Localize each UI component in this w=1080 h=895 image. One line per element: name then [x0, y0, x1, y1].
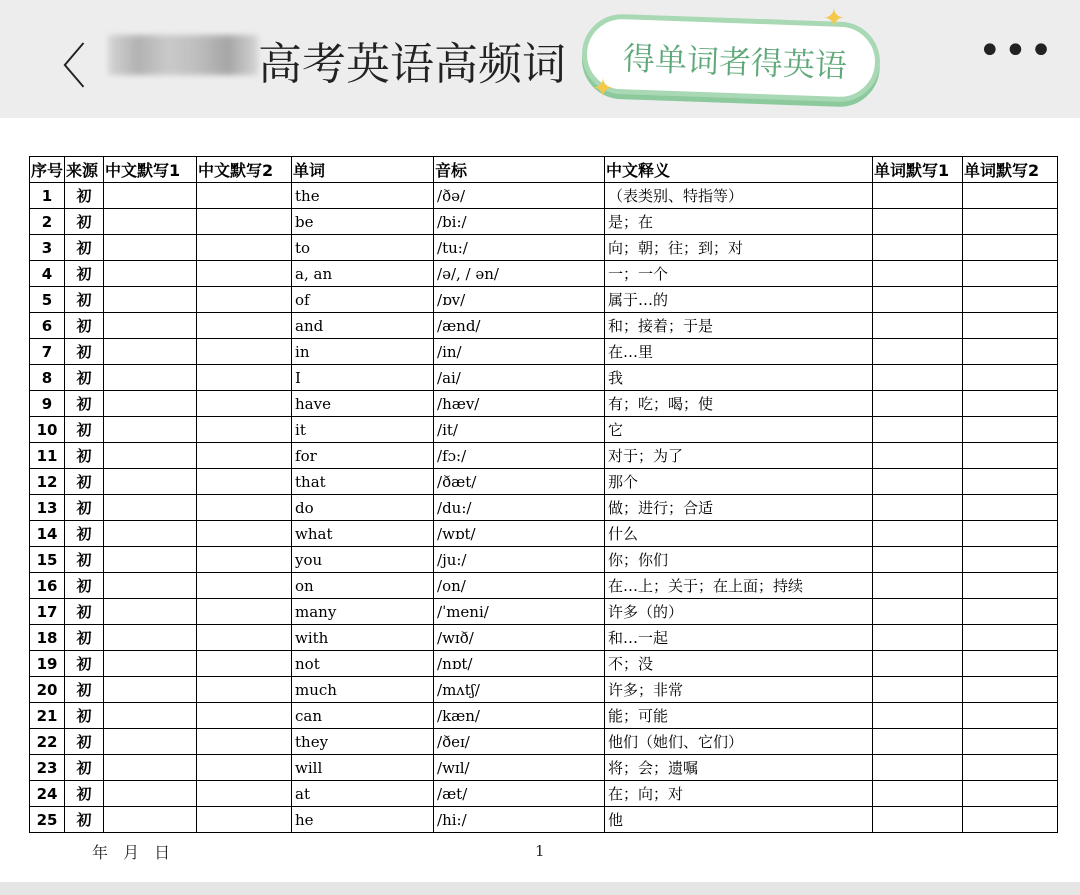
word-cell: do — [292, 495, 434, 521]
word-cell: at — [292, 781, 434, 807]
chinese-dictation-1-cell — [104, 495, 197, 521]
word-cell: in — [292, 339, 434, 365]
chevron-left-icon: 〈 — [38, 39, 87, 95]
word-dictation-1-cell — [873, 183, 963, 209]
sparkle-icon: ✦ — [592, 74, 614, 104]
row-number-cell: 14 — [30, 521, 65, 547]
source-cell: 初 — [65, 235, 104, 261]
chinese-dictation-2-cell — [197, 521, 292, 547]
phonetic-cell: /ju:/ — [434, 547, 605, 573]
meaning-cell: 一；一个 — [605, 261, 873, 287]
table-row — [30, 521, 1058, 547]
word-dictation-2-cell — [963, 651, 1058, 677]
word-dictation-2-cell — [963, 495, 1058, 521]
table-row — [30, 417, 1058, 443]
meaning-cell: （表类别、特指等） — [605, 183, 873, 209]
phonetic-cell: /wɪl/ — [434, 755, 605, 781]
table-row — [30, 339, 1058, 365]
chinese-dictation-1-cell — [104, 339, 197, 365]
row-number-cell: 7 — [30, 339, 65, 365]
phonetic-cell: /wɒt/ — [434, 521, 605, 547]
meaning-cell: 什么 — [605, 521, 873, 547]
source-cell: 初 — [65, 365, 104, 391]
slogan-text: 得单词者得英语 — [622, 39, 848, 86]
word-dictation-2-cell — [963, 703, 1058, 729]
source-cell: 初 — [65, 729, 104, 755]
word-dictation-1-cell — [873, 599, 963, 625]
source-cell: 初 — [65, 469, 104, 495]
word-cell: can — [292, 703, 434, 729]
source-cell: 初 — [65, 183, 104, 209]
table-row — [30, 729, 1058, 755]
row-number-cell: 11 — [30, 443, 65, 469]
source-cell: 初 — [65, 573, 104, 599]
meaning-cell: 不；没 — [605, 651, 873, 677]
word-cell: a, an — [292, 261, 434, 287]
row-number-cell: 4 — [30, 261, 65, 287]
meaning-cell: 做；进行；合适 — [605, 495, 873, 521]
source-cell: 初 — [65, 625, 104, 651]
word-dictation-2-cell — [963, 625, 1058, 651]
bottom-bar — [0, 882, 1080, 895]
phonetic-cell: /kæn/ — [434, 703, 605, 729]
word-dictation-2-cell — [963, 313, 1058, 339]
page-number: 1 — [535, 842, 545, 860]
source-cell: 初 — [65, 261, 104, 287]
table-row — [30, 391, 1058, 417]
table-row — [30, 703, 1058, 729]
word-cell: he — [292, 807, 434, 833]
word-dictation-1-cell — [873, 729, 963, 755]
chinese-dictation-1-cell — [104, 261, 197, 287]
table-row — [30, 209, 1058, 235]
chinese-dictation-2-cell — [197, 703, 292, 729]
table-row — [30, 781, 1058, 807]
word-dictation-1-cell — [873, 469, 963, 495]
word-dictation-1-cell — [873, 365, 963, 391]
chinese-dictation-2-cell — [197, 547, 292, 573]
phonetic-cell: /ɒv/ — [434, 287, 605, 313]
phonetic-cell: /ə/, / ən/ — [434, 261, 605, 287]
word-dictation-1-cell — [873, 339, 963, 365]
phonetic-cell: /ai/ — [434, 365, 605, 391]
word-cell: the — [292, 183, 434, 209]
phonetic-cell: /hæv/ — [434, 391, 605, 417]
word-dictation-2-cell — [963, 261, 1058, 287]
chinese-dictation-2-cell — [197, 261, 292, 287]
table-row — [30, 625, 1058, 651]
row-number-cell: 21 — [30, 703, 65, 729]
column-header: 音标 — [434, 157, 605, 183]
word-dictation-2-cell — [963, 755, 1058, 781]
chinese-dictation-1-cell — [104, 521, 197, 547]
more-button[interactable] — [978, 28, 1055, 74]
sparkle-icon: ✦ — [823, 4, 845, 34]
meaning-cell: 在；向；对 — [605, 781, 873, 807]
meaning-cell: 他 — [605, 807, 873, 833]
chinese-dictation-1-cell — [104, 235, 197, 261]
chinese-dictation-1-cell — [104, 703, 197, 729]
chinese-dictation-1-cell — [104, 599, 197, 625]
word-cell: it — [292, 417, 434, 443]
word-dictation-1-cell — [873, 573, 963, 599]
word-cell: will — [292, 755, 434, 781]
source-cell: 初 — [65, 339, 104, 365]
table-row — [30, 287, 1058, 313]
word-dictation-2-cell — [963, 391, 1058, 417]
word-dictation-1-cell — [873, 677, 963, 703]
word-cell: many — [292, 599, 434, 625]
chinese-dictation-2-cell — [197, 417, 292, 443]
chinese-dictation-2-cell — [197, 365, 292, 391]
phonetic-cell: /æt/ — [434, 781, 605, 807]
chinese-dictation-2-cell — [197, 781, 292, 807]
source-cell: 初 — [65, 209, 104, 235]
meaning-cell: 我 — [605, 365, 873, 391]
word-dictation-1-cell — [873, 651, 963, 677]
chinese-dictation-2-cell — [197, 339, 292, 365]
page-title: 高考英语高频词 — [258, 39, 566, 90]
word-dictation-2-cell — [963, 469, 1058, 495]
chinese-dictation-1-cell — [104, 313, 197, 339]
word-dictation-1-cell — [873, 287, 963, 313]
chinese-dictation-1-cell — [104, 417, 197, 443]
word-cell: with — [292, 625, 434, 651]
word-dictation-1-cell — [873, 443, 963, 469]
word-dictation-2-cell — [963, 209, 1058, 235]
meaning-cell: 能；可能 — [605, 703, 873, 729]
meaning-cell: 和…一起 — [605, 625, 873, 651]
row-number-cell: 2 — [30, 209, 65, 235]
table-row — [30, 469, 1058, 495]
row-number-cell: 15 — [30, 547, 65, 573]
table-row — [30, 677, 1058, 703]
source-cell: 初 — [65, 807, 104, 833]
word-cell: to — [292, 235, 434, 261]
chinese-dictation-2-cell — [197, 391, 292, 417]
chinese-dictation-2-cell — [197, 573, 292, 599]
chinese-dictation-1-cell — [104, 209, 197, 235]
row-number-cell: 5 — [30, 287, 65, 313]
chinese-dictation-1-cell — [104, 183, 197, 209]
word-dictation-1-cell — [873, 625, 963, 651]
word-cell: you — [292, 547, 434, 573]
source-cell: 初 — [65, 443, 104, 469]
word-dictation-2-cell — [963, 573, 1058, 599]
chinese-dictation-1-cell — [104, 729, 197, 755]
word-dictation-1-cell — [873, 755, 963, 781]
word-cell: on — [292, 573, 434, 599]
chinese-dictation-1-cell — [104, 547, 197, 573]
word-dictation-2-cell — [963, 417, 1058, 443]
meaning-cell: 有；吃；喝；使 — [605, 391, 873, 417]
table-row — [30, 261, 1058, 287]
source-cell: 初 — [65, 651, 104, 677]
row-number-cell: 9 — [30, 391, 65, 417]
back-button[interactable] — [38, 28, 86, 97]
phonetic-cell: /ˈmeni/ — [434, 599, 605, 625]
word-dictation-1-cell — [873, 313, 963, 339]
meaning-cell: 在…里 — [605, 339, 873, 365]
chinese-dictation-2-cell — [197, 729, 292, 755]
chinese-dictation-1-cell — [104, 365, 197, 391]
word-dictation-2-cell — [963, 339, 1058, 365]
word-dictation-1-cell — [873, 495, 963, 521]
column-header: 中文释义 — [605, 157, 873, 183]
word-dictation-2-cell — [963, 807, 1058, 833]
word-cell: have — [292, 391, 434, 417]
phonetic-cell: /hi:/ — [434, 807, 605, 833]
source-cell: 初 — [65, 495, 104, 521]
chinese-dictation-1-cell — [104, 651, 197, 677]
chinese-dictation-1-cell — [104, 469, 197, 495]
word-cell: be — [292, 209, 434, 235]
chinese-dictation-1-cell — [104, 677, 197, 703]
row-number-cell: 18 — [30, 625, 65, 651]
vocab-table — [29, 156, 1058, 833]
chinese-dictation-2-cell — [197, 443, 292, 469]
row-number-cell: 23 — [30, 755, 65, 781]
word-cell: and — [292, 313, 434, 339]
word-cell: that — [292, 469, 434, 495]
row-number-cell: 22 — [30, 729, 65, 755]
word-dictation-2-cell — [963, 235, 1058, 261]
word-dictation-2-cell — [963, 521, 1058, 547]
column-header: 中文默写2 — [197, 157, 292, 183]
meaning-cell: 对于；为了 — [605, 443, 873, 469]
row-number-cell: 10 — [30, 417, 65, 443]
table-row — [30, 599, 1058, 625]
top-bar — [0, 0, 1080, 118]
row-number-cell: 12 — [30, 469, 65, 495]
source-cell: 初 — [65, 417, 104, 443]
table-header — [30, 157, 1058, 183]
word-dictation-2-cell — [963, 729, 1058, 755]
word-cell: what — [292, 521, 434, 547]
phonetic-cell: /ðæt/ — [434, 469, 605, 495]
source-cell: 初 — [65, 755, 104, 781]
word-cell: of — [292, 287, 434, 313]
phonetic-cell: /ðeɪ/ — [434, 729, 605, 755]
chinese-dictation-1-cell — [104, 755, 197, 781]
chinese-dictation-2-cell — [197, 235, 292, 261]
word-dictation-1-cell — [873, 235, 963, 261]
word-dictation-1-cell — [873, 521, 963, 547]
row-number-cell: 19 — [30, 651, 65, 677]
chinese-dictation-2-cell — [197, 651, 292, 677]
column-header: 中文默写1 — [104, 157, 197, 183]
word-dictation-2-cell — [963, 365, 1058, 391]
source-cell: 初 — [65, 391, 104, 417]
meaning-cell: 将；会；遗嘱 — [605, 755, 873, 781]
meaning-cell: 它 — [605, 417, 873, 443]
blurred-account-name — [108, 35, 258, 75]
table-row — [30, 651, 1058, 677]
table-row — [30, 807, 1058, 833]
word-dictation-1-cell — [873, 417, 963, 443]
chinese-dictation-1-cell — [104, 781, 197, 807]
word-cell: they — [292, 729, 434, 755]
column-header: 单词默写1 — [873, 157, 963, 183]
column-header: 单词默写2 — [963, 157, 1058, 183]
meaning-cell: 他们（她们、它们） — [605, 729, 873, 755]
source-cell: 初 — [65, 521, 104, 547]
word-dictation-1-cell — [873, 209, 963, 235]
meaning-cell: 在…上；关于；在上面；持续 — [605, 573, 873, 599]
word-dictation-2-cell — [963, 443, 1058, 469]
word-dictation-1-cell — [873, 547, 963, 573]
row-number-cell: 1 — [30, 183, 65, 209]
chinese-dictation-1-cell — [104, 443, 197, 469]
more-icon: ••• — [978, 28, 1055, 74]
word-cell: for — [292, 443, 434, 469]
column-header: 序号 — [30, 157, 65, 183]
meaning-cell: 那个 — [605, 469, 873, 495]
word-dictation-2-cell — [963, 599, 1058, 625]
chinese-dictation-2-cell — [197, 209, 292, 235]
row-number-cell: 17 — [30, 599, 65, 625]
column-header: 单词 — [292, 157, 434, 183]
chinese-dictation-1-cell — [104, 391, 197, 417]
chinese-dictation-2-cell — [197, 313, 292, 339]
word-cell: much — [292, 677, 434, 703]
source-cell: 初 — [65, 599, 104, 625]
word-dictation-2-cell — [963, 547, 1058, 573]
phonetic-cell: /fɔ:/ — [434, 443, 605, 469]
table-row — [30, 365, 1058, 391]
phonetic-cell: /ðə/ — [434, 183, 605, 209]
row-number-cell: 20 — [30, 677, 65, 703]
table-row — [30, 235, 1058, 261]
word-dictation-2-cell — [963, 287, 1058, 313]
phonetic-cell: /mʌtʃ/ — [434, 677, 605, 703]
table-row — [30, 495, 1058, 521]
table-row — [30, 313, 1058, 339]
row-number-cell: 16 — [30, 573, 65, 599]
chinese-dictation-2-cell — [197, 807, 292, 833]
word-cell: not — [292, 651, 434, 677]
word-dictation-1-cell — [873, 703, 963, 729]
word-dictation-1-cell — [873, 391, 963, 417]
word-dictation-2-cell — [963, 183, 1058, 209]
table-row — [30, 547, 1058, 573]
source-cell: 初 — [65, 781, 104, 807]
chinese-dictation-1-cell — [104, 807, 197, 833]
row-number-cell: 6 — [30, 313, 65, 339]
meaning-cell: 是；在 — [605, 209, 873, 235]
chinese-dictation-1-cell — [104, 625, 197, 651]
row-number-cell: 3 — [30, 235, 65, 261]
word-dictation-1-cell — [873, 807, 963, 833]
meaning-cell: 许多；非常 — [605, 677, 873, 703]
source-cell: 初 — [65, 547, 104, 573]
phonetic-cell: /on/ — [434, 573, 605, 599]
chinese-dictation-2-cell — [197, 599, 292, 625]
source-cell: 初 — [65, 313, 104, 339]
meaning-cell: 你；你们 — [605, 547, 873, 573]
chinese-dictation-2-cell — [197, 183, 292, 209]
phonetic-cell: /tu:/ — [434, 235, 605, 261]
chinese-dictation-2-cell — [197, 677, 292, 703]
source-cell: 初 — [65, 287, 104, 313]
chinese-dictation-2-cell — [197, 495, 292, 521]
chinese-dictation-2-cell — [197, 287, 292, 313]
chinese-dictation-2-cell — [197, 625, 292, 651]
table-row — [30, 183, 1058, 209]
phonetic-cell: /wɪð/ — [434, 625, 605, 651]
word-dictation-1-cell — [873, 781, 963, 807]
row-number-cell: 24 — [30, 781, 65, 807]
row-number-cell: 8 — [30, 365, 65, 391]
row-number-cell: 25 — [30, 807, 65, 833]
footer-date: 年 月 日 — [92, 843, 171, 862]
meaning-cell: 向；朝；往；到；对 — [605, 235, 873, 261]
word-dictation-2-cell — [963, 781, 1058, 807]
chinese-dictation-2-cell — [197, 469, 292, 495]
phonetic-cell: /in/ — [434, 339, 605, 365]
table-row — [30, 755, 1058, 781]
source-cell: 初 — [65, 703, 104, 729]
word-dictation-1-cell — [873, 261, 963, 287]
row-number-cell: 13 — [30, 495, 65, 521]
chinese-dictation-1-cell — [104, 573, 197, 599]
column-header: 来源 — [65, 157, 104, 183]
table-row — [30, 573, 1058, 599]
meaning-cell: 许多（的） — [605, 599, 873, 625]
word-cell: I — [292, 365, 434, 391]
phonetic-cell: /du:/ — [434, 495, 605, 521]
chinese-dictation-2-cell — [197, 755, 292, 781]
word-dictation-2-cell — [963, 677, 1058, 703]
table-row — [30, 443, 1058, 469]
meaning-cell: 属于…的 — [605, 287, 873, 313]
phonetic-cell: /bi:/ — [434, 209, 605, 235]
phonetic-cell: /ænd/ — [434, 313, 605, 339]
meaning-cell: 和；接着；于是 — [605, 313, 873, 339]
phonetic-cell: /it/ — [434, 417, 605, 443]
chinese-dictation-1-cell — [104, 287, 197, 313]
source-cell: 初 — [65, 677, 104, 703]
phonetic-cell: /nɒt/ — [434, 651, 605, 677]
